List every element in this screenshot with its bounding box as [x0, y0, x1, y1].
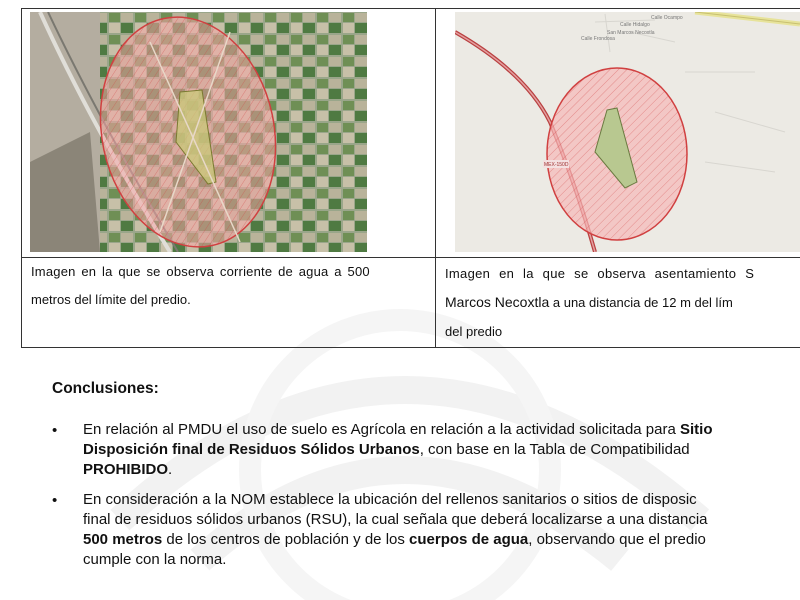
item1-line2-bold: Disposición final de Residuos Sólidos Urbanos	[83, 441, 420, 458]
item2-line1: En consideración a la NOM establece la ubicación del rellenos sanitarios o sitios de disposic	[83, 491, 697, 508]
item1-line1-bold: Sitio	[680, 421, 713, 438]
item1-line1-text: En relación al PMDU el uso de suelo es Agrícola en relación a la actividad solicitada para	[83, 421, 680, 438]
right-caption-line-2	[445, 294, 733, 310]
item1-line3-end: .	[168, 461, 173, 478]
left-caption-line-2: metros del límite del predio.	[31, 292, 191, 307]
item2-line3-text-a: de los centros de población y de los	[162, 531, 410, 548]
item1-line3-bold: PROHIBIDO	[83, 461, 169, 478]
town-label-san-marcos: San Marcos Necoxtla	[607, 30, 655, 36]
item2-line3-bold-a: 500 metros	[83, 531, 163, 548]
street-map-image	[455, 12, 800, 252]
item2-line3-text-b: , observando que el predio	[528, 531, 706, 548]
table-row-divider	[21, 257, 800, 258]
table-column-divider	[435, 8, 436, 348]
satellite-map-image	[30, 12, 367, 252]
bullet-marker-1: •	[52, 422, 58, 439]
street-label-frondosa: Calle Frondosa	[581, 36, 615, 42]
conclusion-item-2	[83, 490, 708, 570]
conclusions-heading: Conclusiones:	[52, 380, 159, 397]
item2-line4: cumple con la norma.	[83, 551, 227, 568]
street-label-ocampo: Calle Ocampo	[651, 15, 683, 21]
right-caption-line-3: del predio	[445, 324, 503, 339]
highway-label: MEX-150D	[544, 162, 569, 168]
right-caption-line-1: Imagen en la que se observa asentamiento S	[445, 266, 755, 281]
item2-line3-bold-b: cuerpos de agua	[409, 531, 529, 548]
item2-line2: final de residuos sólidos urbanos (RSU), la cual señala que deberá localizarse a una distancia	[83, 511, 708, 528]
distance-text: a una distancia de 12 m del lím	[549, 295, 733, 310]
bullet-marker-2: •	[52, 492, 58, 509]
place-name: Marcos Necoxtla	[445, 294, 550, 310]
left-caption-line-1: Imagen en la que se observa corriente de agua a 500	[31, 264, 370, 279]
item1-line2-text: , con base en la Tabla de Compatibilidad	[419, 441, 690, 458]
conclusion-item-1	[83, 420, 713, 480]
street-label-hidalgo: Calle Hidalgo	[620, 22, 650, 28]
